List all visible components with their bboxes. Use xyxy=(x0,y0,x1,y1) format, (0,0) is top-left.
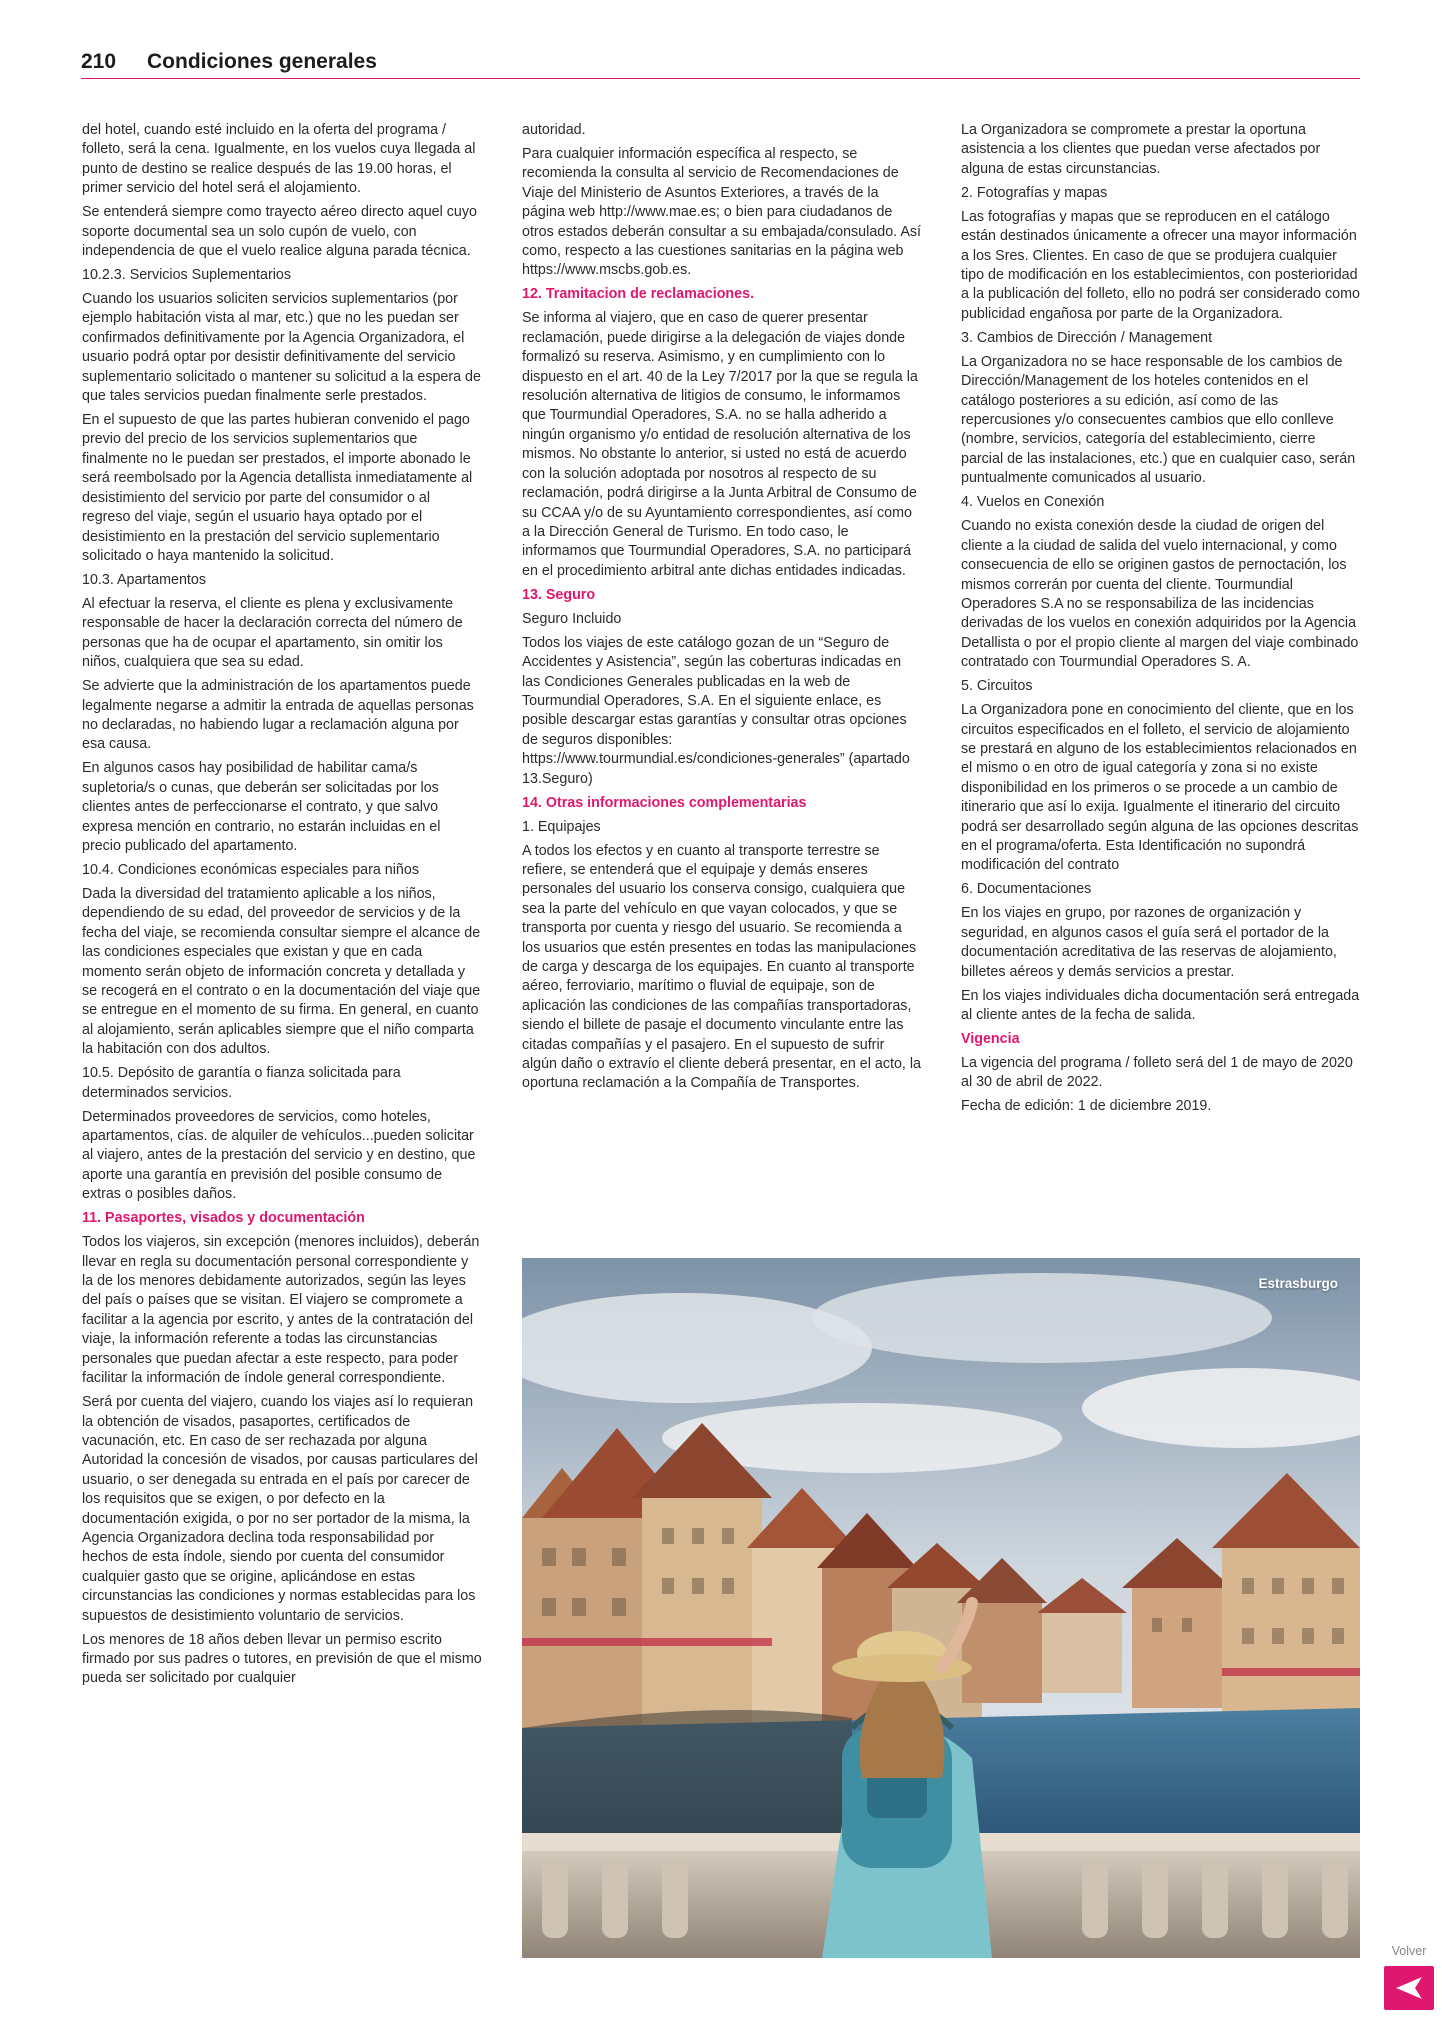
text-column-1 xyxy=(82,121,482,1693)
paragraph: 5. Circuitos xyxy=(961,678,1033,695)
paragraph: Las fotografías y mapas que se reproducen en el catálogo están destinados únicamente a ofrecer una mayor información a los Sres. Clientes. En caso de que se produjera cualquier tipo de modificación en los establecimientos, con posterioridad a la publicación del folleto, ello no podrá ser considerado como publicidad engañosa por parte de la Organizadora. xyxy=(961,208,1360,322)
paragraph: Cuando los usuarios soliciten servicios suplementarios (por ejemplo habitación vista al mar, etc.) que no les puedan ser confirmados definitivamente por la Agencia Organizadora, el usuario podrá optar por desistir definitivamente del servicio suplementario solicitado o mantener su solicitud a la espera de que tales servicios puedan finalmente serle prestados. xyxy=(82,291,481,405)
volver-label: Volver xyxy=(1391,1944,1427,1958)
paragraph: 10.3. Apartamentos xyxy=(82,571,206,588)
paragraph: La Organizadora se compromete a prestar la oportuna asistencia a los clientes que puedan verse afectados por alguna de estas circunstancias. xyxy=(961,122,1321,177)
paragraph: A todos los efectos y en cuanto al transporte terrestre se refiere, se entenderá que el equipaje y demás enseres personales del usuario los conserva consigo, cualquiera que sea la parte del vehículo en que vayan colocados, y que se transporta por cuenta y riesgo del usuario. Se recomienda a los usuarios que estén presentes en todas las manipulaciones de carga y descarga de los equipajes. En cuanto al transporte aéreo, ferroviario, marítimo o fluvial de equipaje, son de aplicación las condiciones de las compañías transportadoras, siendo el billete de pasaje el documento vinculante entre las citadas compañías y el pasajero. En el supuesto de sufrir algún daño o extravío el cliente deberá presentar, en el acto, la oportuna reclamación a la Compañía de Transportes. xyxy=(522,842,921,1092)
paragraph: Todos los viajes de este catálogo gozan de un “Seguro de Accidentes y Asistencia”, según las coberturas indicadas en las Condiciones Generales publicadas en la web de Tourmundial Operadores, S.A. En el siguiente enlace, es posible descargar estas garantías y consultar otras opciones de seguros disponibles: https://www.tourmundial.es/condiciones-generales” (apartado 13.Seguro) xyxy=(522,634,910,787)
paragraph: 1. Equipajes xyxy=(522,818,601,835)
section-heading: 14. Otras informaciones complementarias xyxy=(522,794,807,811)
paragraph: Será por cuenta del viajero, cuando los viajes así lo requieran la obtención de visados, pasaportes, certificados de vacunación, etc. En caso de ser rechazada por alguna Autoridad la concesión de visados, por causas particulares del usuario, o ser denegada su entrada en el país por carecer de los requisitos que se exigen, o por defecto en la documentación exigida, o por no ser portador de la misma, la Agencia Organizadora declina toda responsabilidad por hechos de esta índole, siendo por cuenta del consumidor cualquier gasto que se origine, aplicándose en estas circunstancias las condiciones y normas establecidas para los supuestos de desistimiento voluntario de servicios. xyxy=(82,1394,478,1624)
paragraph: Se entenderá siempre como trayecto aéreo directo aquel cuyo soporte documental sea un solo cupón de vuelo, con independencia de que el vuelo realice alguna parada técnica. xyxy=(82,204,477,260)
paragraph: Cuando no exista conexión desde la ciudad de origen del cliente a la ciudad de salida del vuelo internacional, y como consecuencia de ello se originen gastos de pernoctación, los mismos correrán por cuenta del cliente. Tourmundial Operadores S.A no se responsabiliza de las incidencias derivadas de los vuelos en conexión adquiridos por la Agencia Detallista o por el propio cliente al margen del viaje combinado contratado con Tourmundial Operadores S. A. xyxy=(961,518,1359,671)
text-column-3 xyxy=(961,121,1361,1121)
paragraph: 3. Cambios de Dirección / Management xyxy=(961,329,1213,346)
paragraph: Fecha de edición: 1 de diciembre 2019. xyxy=(961,1098,1212,1115)
paragraph: En el supuesto de que las partes hubieran convenido el pago previo del precio de los servicios suplementarios que finalmente no le puedan ser prestados, el importe abonado le será reembolsado por la Agencia detallista inmediatamente al desistimiento del servicio por parte del consumidor o al regreso del viaje, según el usuario haya optado por el desistimiento en la prestación del servicio suplementario solicitado o haya mantenido la solicitud. xyxy=(82,412,473,564)
section-heading: 12. Tramitacion de reclamaciones. xyxy=(522,286,755,303)
paragraph: autoridad. xyxy=(522,122,586,138)
paragraph: Todos los viajeros, sin excepción (menores incluidos), deberán llevar en regla su documentación personal correspondiente y la de los menores debidamente autorizados, según las leyes del país o países que se visitan. El viajero se compromete a facilitar a la agencia por escrito, y antes de la contratación del viaje, la información referente a todas las circunstancias personales que puedan afectar a este respecto, para poder facilitar la información de índole general correspondiente. xyxy=(82,1234,480,1387)
paragraph: 10.5. Depósito de garantía o fianza solicitada para determinados servicios. xyxy=(82,1065,401,1101)
paragraph: Dada la diversidad del tratamiento aplicable a los niños, dependiendo de su edad, del proveedor de servicios y de la fecha del viaje, se recomienda consultar siempre el alcance de las condiciones especiales que existan y que en cada momento serán objeto de información concreta y detallada y se recogerá en el contrato o en la documentación del viaje que se entregue en el momento de su firma. En general, en cuanto al alojamiento, serán aplicables siempre que el niño comparta la habitación con dos adultos. xyxy=(82,885,481,1058)
paragraph: La vigencia del programa / folleto será del 1 de mayo de 2020 al 30 de abril de 2022. xyxy=(961,1055,1353,1091)
paragraph: Los menores de 18 años deben llevar un permiso escrito firmado por sus padres o tutores, en previsión de que el mismo pueda ser solicitado por cualquier xyxy=(82,1631,482,1687)
page-title: Condiciones generales xyxy=(147,50,377,73)
paragraph: 10.4. Condiciones económicas especiales para niños xyxy=(82,861,419,878)
volver-button[interactable] xyxy=(1384,1966,1434,2010)
text-column-2 xyxy=(522,121,922,1098)
paragraph: La Organizadora no se hace responsable de los cambios de Dirección/Management de los hoteles contenidos en el catálogo posteriores a su edición, así como de las repercusiones y/o consecuentes cambios que ello conlleve (nombre, servicios, categoría del establecimiento, cierre parcial de las instalaciones, etc.) que en cualquier caso, serán puntualmente comunicados al usuario. xyxy=(961,353,1356,487)
paragraph: Se informa al viajero, que en caso de querer presentar reclamación, puede dirigirse a la delegación de viajes donde formalizó su reserva. Asimismo, y en cumplimiento con lo dispuesto en el art. 40 de la Ley 7/2017 por la que se regula la resolución alternativa de litigios de consumo, le informamos que Tourmundial Operadores, S.A. no se halla adherido a ningún organismo y/o entidad de resolución alternativa de los mismos. No obstante lo anterior, si usted no está de acuerdo con la solución adoptada por nosotros al respecto de su reclamación, podrá dirigirse a la Junta Arbitral de Consumo de su CCAA y/o de su Ayuntamiento correspondientes, así como a la Dirección General de Turismo. En todo caso, le informamos que Tourmundial Operadores, S.A. no participará en el procedimiento arbitral ante dichas entidades indicadas. xyxy=(522,310,918,579)
paragraph: del hotel, cuando esté incluido en la oferta del programa / folleto, será la cena. Igualmente, en los vuelos cuya llegada al punto de destino se realice después de las 19.00 horas, el primer servicio del hotel será el alojamiento. xyxy=(82,122,476,197)
back-arrow-icon xyxy=(1394,1975,1424,2001)
section-heading: 13. Seguro xyxy=(522,586,596,603)
paragraph: 10.2.3. Servicios Suplementarios xyxy=(82,267,292,284)
section-heading: Vigencia xyxy=(961,1031,1020,1047)
paragraph: Se advierte que la administración de los apartamentos puede legalmente negarse a admitir la entrada de aquellas personas no declaradas, no habiendo lugar a reclamación alguna por esa causa. xyxy=(82,678,474,753)
paragraph: 4. Vuelos en Conexión xyxy=(961,494,1105,511)
paragraph: En los viajes individuales dicha documentación será entregada al cliente antes de la fecha de salida. xyxy=(961,987,1360,1023)
page-number: 210 xyxy=(81,50,117,73)
paragraph: La Organizadora pone en conocimiento del cliente, que en los circuitos especificados en el folleto, el servicio de alojamiento se prestará en alguno de los establecimientos relacionados en el mismo o en otro de igual categoría y zona si no existe disponibilidad en los primeros o se procede a un cambio de itinerario que así lo exija. Igualmente el itinerario del circuito podrá ser desarrollado según alguna de las opciones descritas en el programa/oferta. Esta Identificación no supondrá modificación del contrato xyxy=(961,702,1359,874)
photo-caption: Estrasburgo xyxy=(1258,1276,1338,1291)
paragraph: Para cualquier información específica al respecto, se recomienda la consulta al servicio de Recomendaciones de Viaje del Ministerio de Asuntos Exteriores, a través de la página web http://www.mae.es; o bien para ciudadanos de otros estados deberán consultar a su embajada/consulado. Así como, respecto a las cuestiones sanitarias en la página web https://www.mscbs.gob.es. xyxy=(522,146,921,279)
paragraph: Seguro Incluido xyxy=(522,610,622,627)
paragraph: 6. Documentaciones xyxy=(961,881,1092,898)
paragraph: En los viajes en grupo, por razones de organización y seguridad, en algunos casos el guía será el portador de la documentación acreditativa de las reservas de alojamiento, billetes aéreos y demás servicios a prestar. xyxy=(961,905,1337,980)
paragraph: Determinados proveedores de servicios, como hoteles, apartamentos, cías. de alquiler de vehículos...pueden solicitar al viajero, antes de la prestación del servicio y en destino, que aporte una garantía en previsión del posible consumo de extras o posibles daños. xyxy=(82,1108,476,1203)
paragraph: Al efectuar la reserva, el cliente es plena y exclusivamente responsable de hacer la declaración correcta del número de personas que ha de ocupar el apartamento, sin omitir los niños, cualquiera que sea su edad. xyxy=(82,595,463,671)
strasbourg-photo xyxy=(522,1258,1360,1958)
page-header xyxy=(81,50,1360,78)
paragraph: En algunos casos hay posibilidad de habilitar cama/s supletoria/s o cunas, que deberán ser solicitadas por los clientes antes de perfeccionarse el contrato, y que salvo expresa mención en contrario, no estarán incluidas en el precio publicado del apartamento. xyxy=(82,760,441,854)
header-divider xyxy=(81,78,1360,79)
section-heading: 11. Pasaportes, visados y documentación xyxy=(82,1210,365,1227)
paragraph: 2. Fotografías y mapas xyxy=(961,184,1108,201)
